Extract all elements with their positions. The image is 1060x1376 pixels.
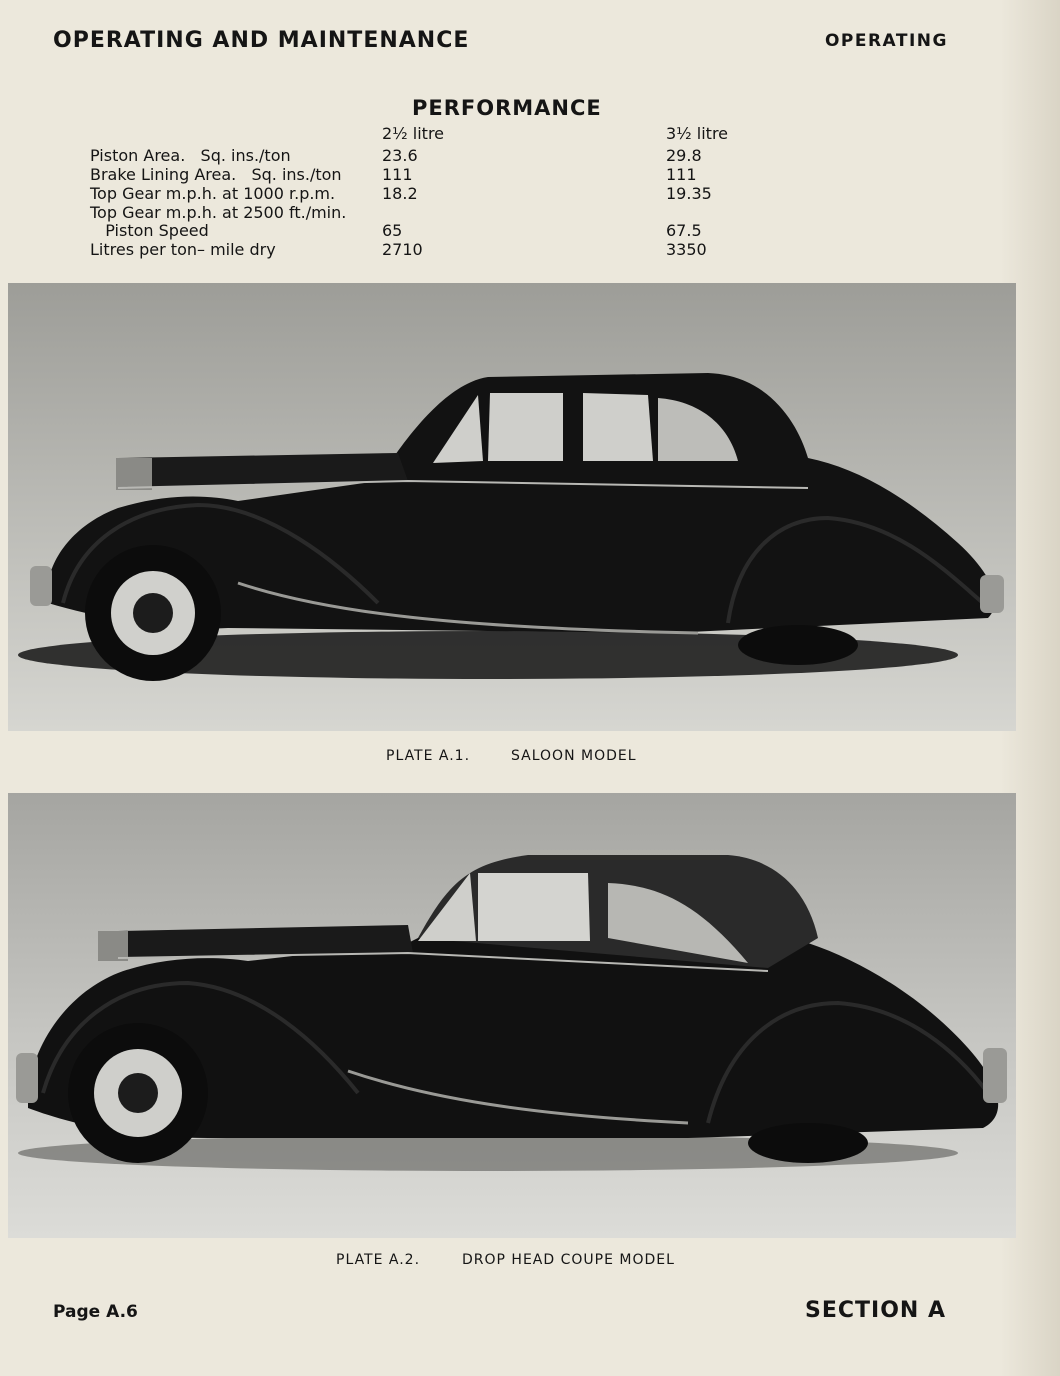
row-label: Top Gear m.p.h. at 1000 r.p.m. [90,184,336,203]
plate-a1-caption: SALOON MODEL [511,748,637,764]
row-value-3-5-litre: 29.8 [666,146,702,165]
row-value-3-5-litre: 67.5 [666,221,702,240]
table-row [90,203,790,222]
saloon-car-illustration [8,283,1016,731]
table-row [90,221,790,240]
row-label: Top Gear m.p.h. at 2500 ft./min. [90,203,347,222]
table-row [90,240,790,259]
plate-a2-caption: DROP HEAD COUPE MODEL [462,1252,675,1268]
performance-title: PERFORMANCE [412,96,602,120]
column-header-3-5-litre: 3½ litre [666,124,729,143]
row-value-3-5-litre: 19.35 [666,184,712,203]
row-value-2-5-litre: 18.2 [382,184,418,203]
column-header-2-5-litre: 2½ litre [382,124,445,143]
drop-head-coupe-illustration [8,793,1016,1238]
row-value-2-5-litre: 65 [382,221,403,240]
row-label: Brake Lining Area. Sq. ins./ton [90,165,342,184]
row-label: Litres per ton– mile dry [90,240,276,259]
drop-head-coupe-car-photo [8,793,1016,1238]
table-row [90,146,790,165]
page-number: Page A.6 [53,1302,138,1322]
table-row [90,165,790,184]
row-label: Piston Speed [90,221,209,240]
plate-a2-number: PLATE A.2. [336,1252,421,1268]
row-value-3-5-litre: 3350 [666,240,707,259]
page-header-section-tag: OPERATING [824,31,948,51]
section-label: SECTION A [804,1298,946,1323]
row-label: Piston Area. Sq. ins./ton [90,146,291,165]
plate-a1-number: PLATE A.1. [386,748,471,764]
row-value-2-5-litre: 111 [382,165,413,184]
row-value-3-5-litre: 111 [666,165,697,184]
page-header-title: OPERATING AND MAINTENANCE [53,28,470,53]
row-value-2-5-litre: 2710 [382,240,423,259]
saloon-car-photo [8,283,1016,731]
row-value-2-5-litre: 23.6 [382,146,418,165]
table-row [90,184,790,203]
